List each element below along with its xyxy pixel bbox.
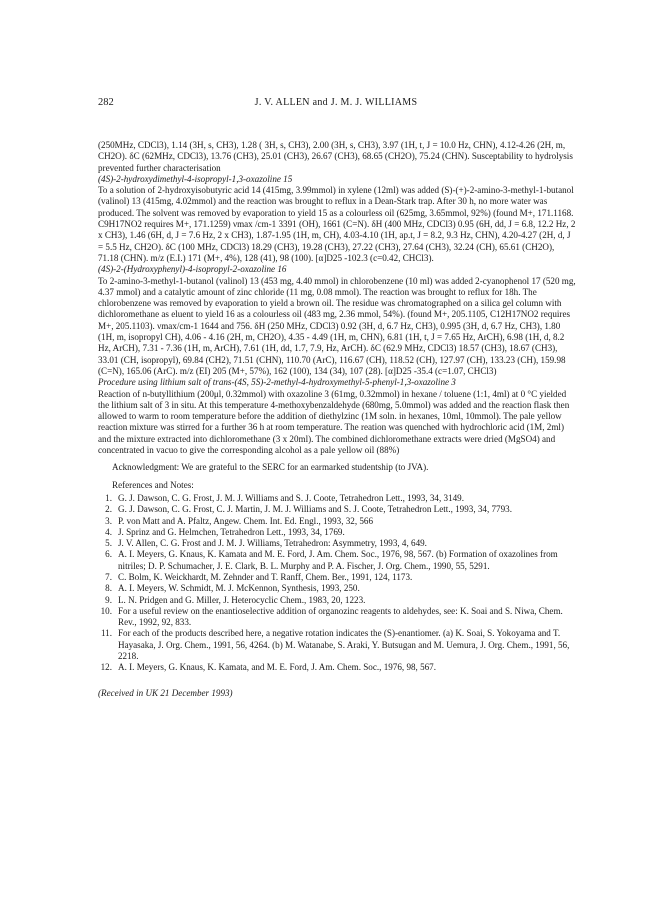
reference-text: A. I. Meyers, G. Knaus, K. Kamata and M. E. Ford, J. Am. Chem. Soc., 1976, 98, 567. (b) Formation of oxazolines from nitriles; D. P. Schumacher, J. E. Clark, B. L. Murphy and P. A. Fischer, J. Org. Chem., 1990, 55, 5291. — [118, 549, 558, 571]
reference-text: P. von Matt and A. Pfaltz, Angew. Chem. Int. Ed. Engl., 1993, 32, 566 — [118, 515, 374, 526]
acknowledgment: Acknowledgment: We are grateful to the SERC for an earmarked studentship (to JVA). — [112, 462, 429, 473]
reference-item — [98, 662, 576, 673]
page-header — [0, 97, 672, 111]
reference-item — [98, 504, 576, 515]
reference-text: J. V. Allen, C. G. Frost and J. M. J. Williams, Tetrahedron: Asymmetry, 1993, 4, 649. — [118, 538, 427, 549]
reference-number: 1. — [105, 492, 112, 503]
reference-number: 8. — [105, 583, 112, 594]
reference-text: J. Sprinz and G. Helmchen, Tetrahedron Lett., 1993, 34, 1769. — [118, 526, 345, 537]
reference-text: For a useful review on the enantioselective addition of organozinc reagents to aldehydes, see: K. Soai and S. Niwa, Chem. Rev., 1992, 92, 833. — [118, 605, 563, 628]
references-title: References and Notes: — [112, 479, 194, 490]
reference-number: 12. — [100, 662, 112, 673]
reference-item — [98, 628, 576, 662]
reference-number: 10. — [100, 605, 112, 616]
paragraph-nmr-continuation: (250MHz, CDCl3), 1.14 (3H, s, CH3), 1.28 ( 3H, s, CH3), 2.00 (3H, s, CH3), 3.97 (1H, t, J = 10.0 Hz, CHN), 4.12-4.26 (2H, m, CH2O). δC (62MHz, CDCl3), 13.76 (CH3), 25.01 (CH3), 26.67 (CH3), 68.65 (CH2O), 75.24 (CHN). Susceptability to hydrolysis prevented further characterisation — [98, 140, 573, 173]
reference-item — [98, 549, 576, 572]
reference-item — [98, 583, 576, 594]
references-list — [98, 493, 576, 674]
reference-text: C. Bolm, K. Weickhardt, M. Zehnder and T. Ranff, Chem. Ber., 1991, 124, 1173. — [118, 571, 413, 582]
reference-text: For each of the products described here, a negative rotation indicates the (S)-enantiomer. (a) K. Soai, S. Yokoyama and T. Hayasaka, J. Org. Chem., 1991, 56, 4264. (b) M. Watanabe, S. Araki, Y. Butsugan and M. Uemura, J. Org. Chem., 1991, 56, 2218. — [118, 628, 570, 662]
reference-item — [98, 527, 576, 538]
reference-item — [98, 538, 576, 549]
reference-item — [98, 493, 576, 504]
reference-text: A. I. Meyers, G. Knaus, K. Kamata, and M. E. Ford, J. Am. Chem. Soc., 1976, 98, 567. — [118, 662, 436, 673]
received-date: (Received in UK 21 December 1993) — [98, 687, 233, 698]
compound-15-heading: (4S)-2-hydroxydimethyl-4-isopropyl-1,3-oxazoline 15 — [98, 173, 293, 184]
compound-16-heading: (4S)-2-(Hydroxyphenyl)-4-isopropyl-2-oxazoline 16 — [98, 264, 287, 275]
reference-text: A. I. Meyers, W. Schmidt, M. J. McKennon, Synthesis, 1993, 250. — [118, 583, 360, 594]
procedure-heading: Procedure using lithium salt of trans-(4S, 5S)-2-methyl-4-hydroxymethyl-5-phenyl-1,3-oxazoline 3 — [98, 377, 456, 388]
reference-number: 11. — [100, 628, 112, 639]
reference-item — [98, 606, 576, 629]
reference-item — [98, 572, 576, 583]
reference-number: 9. — [105, 594, 112, 605]
reference-number: 5. — [105, 538, 112, 549]
reference-text: L. N. Pridgen and G. Miller, J. Heterocyclic Chem., 1983, 20, 1223. — [118, 594, 366, 605]
running-head: J. V. ALLEN and J. M. J. WILLIAMS — [254, 97, 418, 108]
compound-16-text: To 2-amino-3-methyl-1-butanol (valinol) 13 (453 mg, 4.40 mmol) in chlorobenzene (10 ml) was added 2-cyanophenol 17 (520 mg, 4.37 mmol) and a catalytic amount of zinc chloride (11 mg, 0.08 mmol). The reaction was brought to reflux for 18h. The chlorobenzene was removed by evaporation to yield a brown oil. The residue was chromatographed on a silica gel column with dichloromethane as eluent to yield 16 as a colourless oil (483 mg, 2.36 mmol, 54%). (found M+, 205.1105, C12H17NO2 requires M+, 205.1103). νmax/cm-1 1644 and 756. δH (250 MHz, CDCl3) 0.92 (3H, d, 6.7 Hz, CH3), 0.995 (3H, d, 6.7 Hz, CH3), 1.80 (1H, m, isopropyl CH), 4.06 - 4.16 (2H, m, CH2O), 4.35 - 4.49 (1H, m, CHN), 6.81 (1H, t, J = 7.65 Hz, ArCH), 6.98 (1H, d, 8.2 Hz, ArCH), 7.31 - 7.36 (1H, m, ArCH), 7.61 (1H, dd, 1.7, 7.9, Hz, ArCH). δC (62.9 MHz, CDCl3) 18.57 (CH3), 18.67 (CH3), 33.01 (CH, isopropyl), 69.84 (CH2), 71.51 (CHN), 110.70 (ArC), 116.67 (CH), 118.52 (CH), 127.97 (CH), 133.23 (CH), 159.98 (C=N), 165.06 (ArC). m/z (EI) 205 (M+, 57%), 162 (100), 134 (34), 107 (28). [α]D25 -35.4 (c=1.07, CHCl3) — [98, 275, 576, 376]
procedure-text: Reaction of n-butyllithium (200μl, 0.32mmol) with oxazoline 3 (61mg, 0.32mmol) in hexane / toluene (1:1, 4ml) at 0 °C yielded the lithium salt of 3 in situ. At this temperature 4-methoxybenzaldehyde (680mg, 5.0mmol) was added and the reaction flask then allowed to warm to room temperature before the addition of diethylzinc (1M soln. in hexanes, 10ml, 10mmol). The pale yellow reaction mixture was stirred for a further 36 h at room temperature. The reation was quenched with hydrochloric acid (1M, 2ml) and the mixture extracted into dichloromethane (3 x 20ml). The combined dichloromethane extracts were dried (MgSO4) and concentrated in vacuo to give the corresponding alcohol as a pale yellow oil (88%) — [98, 388, 570, 456]
reference-item — [98, 516, 576, 527]
reference-text: G. J. Dawson, C. G. Frost, J. M. J. Williams and S. J. Coote, Tetrahedron Lett., 1993, 34, 3149. — [118, 492, 464, 503]
reference-text: G. J. Dawson, C. G. Frost, C. J. Martin, J. M. J. Williams and S. J. Coote, Tetrahedron Lett., 1993, 34, 7793. — [118, 504, 512, 515]
compound-15-text: To a solution of 2-hydroxyisobutyric acid 14 (415mg, 3.99mmol) in xylene (12ml) was added (S)-(+)-2-amino-3-methyl-1-butanol (valinol) 13 (415mg, 4.02mmol) and the reaction was brought to reflux in a Dean-Stark trap. After 30 h, no more water was produced. The solvent was removed by evaporation to yield 15 as a colourless oil (625mg, 3.65mmol, 92%) (found M+, 171.1168. C9H17NO2 requires M+, 171.1259) νmax /cm-1 3391 (OH), 1661 (C=N). δH (400 MHz, CDCl3) 0.95 (6H, dd, J = 6.8, 12.2 Hz, 2 x CH3), 1.46 (6H, d, J = 7.6 Hz, 2 x CH3), 1.87-1.95 (1H, m, CH), 4.03-4.10 (1H, ap.t, J = 8.2, 9.3 Hz, CHN), 4.20-4.27 (2H, d, J = 5.5 Hz, CH2O). δC (100 MHz, CDCl3) 18.29 (CH3), 19.28 (CH3), 27.22 (CH3), 27.64 (CH3), 32.24 (CH), 65.61 (CH2O), 71.18 (CHN). m/z (E.I.) 171 (M+, 4%), 128 (41), 98 (100). [α]D25 -102.3 (c=0.42, CHCl3). — [98, 185, 576, 263]
reference-item — [98, 595, 576, 606]
reference-number: 7. — [105, 571, 112, 582]
reference-number: 2. — [105, 504, 112, 515]
reference-number: 4. — [105, 526, 112, 537]
article-body — [98, 140, 576, 699]
reference-number: 6. — [105, 549, 112, 560]
reference-number: 3. — [105, 515, 112, 526]
page-number: 282 — [98, 97, 114, 108]
